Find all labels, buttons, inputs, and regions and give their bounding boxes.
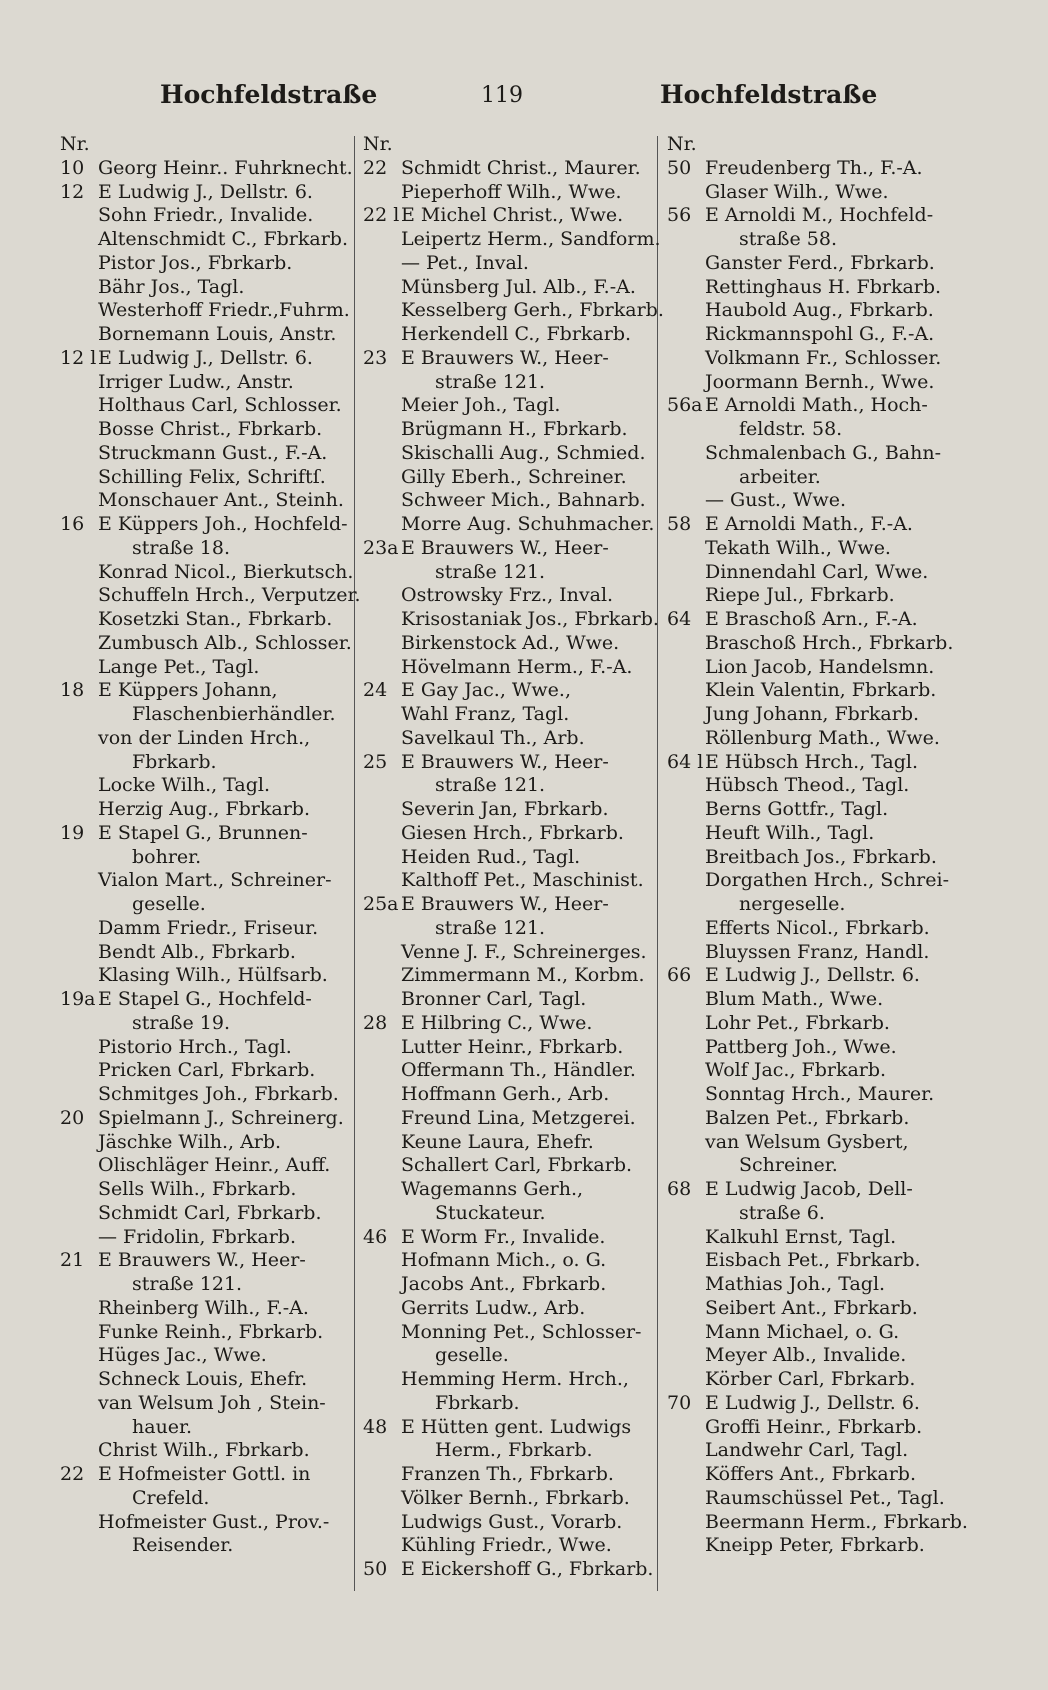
resident-name: Schmidt Carl, Fbrkarb. [98, 1201, 322, 1224]
entry-continuation: Stuckateur. [435, 1201, 546, 1224]
resident-name: Freund Lina, Metzgerei. [401, 1106, 636, 1129]
house-entry [363, 751, 653, 775]
house-number: 68 [667, 1178, 692, 1200]
resident-name: E Stapel G., Brunnen- [98, 821, 308, 844]
house-number: 16 [60, 513, 85, 535]
resident-name: Holthaus Carl, Schlosser. [98, 394, 342, 417]
resident-name: Beermann Herm., Fbrkarb. [705, 1510, 968, 1533]
house-entry [667, 1178, 967, 1202]
resident-name: Damm Friedr., Friseur. [98, 916, 319, 939]
resident-name: E Arnoldi Math., Hoch- [705, 394, 928, 417]
resident-name: Hübsch Theod., Tagl. [705, 774, 910, 797]
resident-name: Rheinberg Wilh., F.-A. [98, 1296, 309, 1319]
resident-name: E Ludwig J., Dellstr. 6. [705, 964, 920, 987]
resident-name: Breitbach Jos., Fbrkarb. [705, 845, 937, 868]
entry-continuation: straße 121. [435, 370, 546, 393]
resident-name: E Ludwig J., Dellstr. 6. [98, 346, 313, 369]
house-entry [363, 679, 653, 703]
resident-name: Savelkaul Th., Arb. [401, 726, 585, 749]
resident-name: Monning Pet., Schlosser- [401, 1320, 642, 1343]
house-number: 22 [363, 156, 388, 179]
house-entry [667, 964, 967, 988]
house-entry [60, 822, 350, 846]
resident-name: Kneipp Peter, Fbrkarb. [705, 1534, 925, 1557]
house-number: 24 [363, 679, 388, 702]
resident-name: E Arnoldi M., Hochfeld- [705, 204, 934, 227]
resident-name: Brügmann H., Fbrkarb. [401, 418, 628, 440]
resident-name: Hemming Herm. Hrch., [401, 1368, 629, 1390]
resident-name: Meyer Alb., Invalide. [705, 1344, 907, 1367]
resident-name: Krisostaniak Jos., Fbrkarb. [401, 608, 659, 630]
resident-name: Tekath Wilh., Wwe. [705, 536, 891, 559]
house-entry [60, 181, 350, 205]
resident-name: Lutter Heinr., Fbrkarb. [401, 1035, 624, 1058]
house-entry [667, 608, 967, 632]
resident-name: Jung Johann, Fbrkarb. [705, 703, 920, 725]
resident-name: Lion Jacob, Handelsmn. [705, 655, 935, 678]
house-number: 25 [363, 750, 388, 773]
resident-name: Herkendell C., Fbrkarb. [401, 323, 632, 345]
house-entry [363, 1012, 653, 1036]
resident-name: Schmitges Joh., Fbrkarb. [98, 1083, 339, 1105]
resident-name: van Welsum Gysbert, [705, 1130, 909, 1153]
resident-name: Berns Gottfr., Tagl. [705, 798, 889, 820]
resident-name: E Brauwers W., Heer- [98, 1249, 306, 1272]
resident-name: Funke Reinh., Fbrkarb. [98, 1320, 324, 1343]
resident-name: Lohr Pet., Fbrkarb. [705, 1011, 890, 1034]
running-head-right: Hochfeldstraße [660, 80, 878, 109]
entry-continuation: arbeiter. [739, 465, 821, 488]
resident-name: Kühling Friedr., Wwe. [401, 1534, 612, 1557]
resident-name: Hofmann Mich., o. G. [401, 1249, 607, 1272]
house-number: 64 [667, 608, 692, 630]
resident-name: Balzen Pet., Fbrkarb. [705, 1106, 910, 1129]
resident-name: — Pet., Inval. [401, 251, 529, 274]
resident-name: Pieperhoff Wilh., Wwe. [401, 180, 622, 203]
column-2 [363, 133, 664, 1582]
resident-name: Kesselberg Gerh., Fbrkarb. [401, 299, 664, 322]
resident-name: Monschauer Ant., Steinh. [98, 489, 344, 512]
resident-name: E Brauwers W., Heer- [401, 750, 609, 773]
resident-name: Birkenstock Ad., Wwe. [401, 631, 620, 654]
column-divider [657, 136, 658, 1591]
entry-continuation: straße 58. [739, 228, 837, 250]
house-number: 20 [60, 1106, 85, 1129]
resident-name: Wagemanns Gerh., [401, 1178, 584, 1200]
resident-name: Seibert Ant., Fbrkarb. [705, 1296, 918, 1319]
house-number: 10 [60, 156, 85, 179]
resident-name: Röllenburg Math., Wwe. [705, 726, 940, 749]
resident-name: Herzig Aug., Fbrkarb. [98, 798, 310, 820]
resident-name: Wahl Franz, Tagl. [401, 703, 570, 725]
house-entry [60, 347, 350, 371]
house-number: 12 [60, 180, 85, 203]
entry-continuation: Fbrkarb. [132, 750, 217, 773]
resident-name: Georg Heinr.. Fuhrknecht. [98, 156, 353, 179]
running-head-left: Hochfeldstraße [160, 80, 378, 109]
entry-continuation: geselle. [435, 1344, 509, 1367]
resident-name: E Ludwig J., Dellstr. 6. [705, 1391, 920, 1414]
resident-name: E Brauwers W., Heer- [401, 346, 609, 369]
resident-name: Pattberg Joh., Wwe. [705, 1035, 897, 1058]
resident-name: E Brauwers W., Heer- [401, 536, 609, 559]
resident-name: Volkmann Fr., Schlosser. [705, 346, 942, 369]
resident-name: Klasing Wilh., Hülfsarb. [98, 964, 328, 987]
house-number: 56 [667, 204, 692, 227]
house-entry [60, 156, 353, 181]
resident-name: Mathias Joh., Tagl. [705, 1273, 886, 1295]
resident-name: Rettinghaus H. Fbrkarb. [705, 275, 942, 298]
house-number: 22 l [363, 204, 400, 227]
resident-name: Kosetzki Stan., Fbrkarb. [98, 608, 333, 630]
resident-name: E Eickershoff G., Fbrkarb. [401, 1558, 654, 1580]
resident-name: Bähr Jos., Tagl. [98, 275, 245, 298]
house-number: 64 l [667, 750, 704, 773]
resident-name: Groffi Heinr., Fbrkarb. [705, 1415, 923, 1438]
house-number: 19 [60, 821, 85, 844]
resident-name: Joormann Bernh., Wwe. [705, 370, 935, 393]
resident-name: Glaser Wilh., Wwe. [705, 180, 889, 203]
resident-name: Zumbusch Alb., Schlosser. [98, 631, 352, 654]
house-entry [363, 537, 653, 561]
resident-name: Mann Michael, o. G. [705, 1320, 900, 1343]
resident-name: Braschoß Hrch., Fbrkarb. [705, 631, 954, 654]
house-number: 50 [667, 156, 692, 179]
resident-name: Blum Math., Wwe. [705, 988, 884, 1010]
resident-name: Morre Aug. Schuhmacher. [401, 513, 655, 535]
resident-name: Ganster Ferd., Fbrkarb. [705, 251, 935, 274]
house-number: 48 [363, 1415, 388, 1438]
house-entry [60, 988, 350, 1012]
resident-name: Pricken Carl, Fbrkarb. [98, 1059, 316, 1082]
house-entry [667, 751, 967, 775]
house-entry [60, 679, 350, 703]
resident-name: Konrad Nicol., Bierkutsch. [98, 560, 354, 583]
column-divider [354, 136, 355, 1591]
resident-name: Jäschke Wilh., Arb. [98, 1130, 282, 1153]
entry-continuation: Crefeld. [132, 1486, 210, 1509]
resident-name: Landwehr Carl, Tagl. [705, 1439, 909, 1462]
house-number: 23a [363, 536, 399, 559]
column-1 [60, 133, 361, 1558]
house-entry [667, 204, 967, 228]
entry-continuation: straße 121. [435, 774, 546, 797]
column-3 [667, 133, 967, 1558]
entry-continuation: nergeselle. [739, 893, 846, 915]
resident-name: Schmalenbach G., Bahn- [705, 441, 942, 464]
resident-name: Keune Laura, Ehefr. [401, 1130, 594, 1153]
resident-name: Bluyssen Franz, Handl. [705, 940, 930, 963]
entry-continuation: feldstr. 58. [739, 418, 843, 440]
resident-name: Haubold Aug., Fbrkarb. [705, 299, 934, 322]
column-heading: Nr. [60, 133, 90, 155]
house-entry [667, 513, 967, 537]
resident-name: Jacobs Ant., Fbrkarb. [401, 1273, 607, 1295]
column-heading: Nr. [363, 133, 393, 155]
resident-name: van Welsum Joh , Stein- [98, 1391, 326, 1414]
resident-name: Hofmeister Gust., Prov.- [98, 1510, 330, 1533]
entry-continuation: hauer. [132, 1415, 193, 1438]
resident-name: Hövelmann Herm., F.-A. [401, 655, 633, 678]
resident-name: Meier Joh., Tagl. [401, 394, 561, 417]
entry-continuation: bohrer. [132, 845, 202, 868]
resident-name: Zimmermann M., Korbm. [401, 964, 645, 987]
entry-continuation: straße 6. [739, 1201, 825, 1224]
resident-name: Heiden Rud., Tagl. [401, 845, 581, 868]
resident-name: — Fridolin, Fbrkarb. [98, 1225, 297, 1248]
resident-name: E Hütten gent. Ludwigs [401, 1415, 632, 1438]
resident-name: Hüges Jac., Wwe. [98, 1344, 267, 1367]
entry-continuation: Flaschenbierhändler. [132, 703, 336, 725]
resident-name: Ostrowsky Frz., Inval. [401, 584, 614, 607]
house-number: 12 l [60, 346, 97, 369]
entry-continuation: Fbrkarb. [435, 1391, 520, 1414]
resident-name: Wolf Jac., Fbrkarb. [705, 1059, 887, 1082]
resident-name: Kalkuhl Ernst, Tagl. [705, 1225, 897, 1248]
resident-name: E Braschoß Arn., F.-A. [705, 608, 918, 630]
house-entry [60, 1463, 350, 1487]
resident-name: Schneck Louis, Ehefr. [98, 1368, 308, 1390]
house-entry [363, 1416, 653, 1440]
resident-name: E Worm Fr., Invalide. [401, 1225, 606, 1248]
entry-continuation: straße 19. [132, 1011, 230, 1034]
resident-name: Völker Bernh., Fbrkarb. [401, 1486, 630, 1509]
resident-name: Heuft Wilh., Tagl. [705, 821, 875, 844]
resident-name: E Hübsch Hrch., Tagl. [705, 750, 918, 773]
house-entry [363, 204, 653, 228]
house-entry [667, 157, 967, 181]
resident-name: E Küppers Johann, [98, 679, 278, 702]
resident-name: E Hofmeister Gottl. in [98, 1463, 311, 1485]
resident-name: Schallert Carl, Fbrkarb. [401, 1154, 633, 1177]
house-entry [60, 513, 350, 537]
house-number: 19a [60, 988, 96, 1010]
house-entry [60, 1107, 350, 1131]
resident-name: Hoffmann Gerh., Arb. [401, 1083, 610, 1105]
entry-continuation: straße 121. [435, 916, 546, 939]
resident-name: Pistorio Hrch., Tagl. [98, 1035, 292, 1058]
resident-name: Schmidt Christ., Maurer. [401, 156, 641, 179]
resident-name: Skischalli Aug., Schmied. [401, 441, 646, 464]
resident-name: Lange Pet., Tagl. [98, 655, 260, 678]
resident-name: Körber Carl, Fbrkarb. [705, 1368, 916, 1390]
resident-name: Gerrits Ludw., Arb. [401, 1296, 586, 1319]
entry-continuation: Herm., Fbrkarb. [435, 1439, 593, 1462]
house-number: 21 [60, 1249, 85, 1272]
house-number: 66 [667, 964, 692, 987]
house-number: 70 [667, 1391, 692, 1414]
resident-name: Münsberg Jul. Alb., F.-A. [401, 275, 636, 298]
resident-name: Severin Jan, Fbrkarb. [401, 798, 609, 820]
resident-name: Bosse Christ., Fbrkarb. [98, 418, 323, 440]
resident-name: Olischläger Heinr., Auff. [98, 1154, 331, 1177]
entry-continuation: straße 121. [132, 1273, 243, 1295]
house-number: 28 [363, 1011, 388, 1034]
resident-name: Riepe Jul., Fbrkarb. [705, 584, 895, 607]
house-entry [363, 347, 653, 371]
resident-name: Sells Wilh., Fbrkarb. [98, 1178, 297, 1200]
resident-name: E Gay Jac., Wwe., [401, 679, 572, 702]
resident-name: E Hilbring C., Wwe. [401, 1011, 593, 1034]
house-number: 18 [60, 679, 85, 702]
entry-continuation: Reisender. [132, 1534, 234, 1557]
house-entry [363, 893, 653, 917]
resident-name: Westerhoff Friedr.,Fuhrm. [98, 299, 350, 322]
resident-name: Franzen Th., Fbrkarb. [401, 1463, 614, 1485]
house-number: 22 [60, 1463, 85, 1485]
page-header [0, 80, 1048, 120]
resident-name: Dinnendahl Carl, Wwe. [705, 560, 929, 583]
resident-name: Altenschmidt C., Fbrkarb. [98, 228, 349, 250]
house-number: 25a [363, 893, 399, 915]
house-number: 46 [363, 1225, 388, 1248]
resident-name: Freudenberg Th., F.-A. [705, 156, 923, 179]
resident-name: Irriger Ludw., Anstr. [98, 370, 294, 393]
resident-name: Giesen Hrch., Fbrkarb. [401, 821, 624, 844]
resident-name: Schilling Felix, Schriftſ. [98, 465, 326, 488]
resident-name: Struckmann Gust., F.-A. [98, 441, 328, 464]
entry-continuation: straße 18. [132, 536, 230, 559]
resident-name: E Arnoldi Math., F.-A. [705, 513, 913, 535]
resident-name: Bronner Carl, Tagl. [401, 988, 587, 1010]
house-entry [363, 157, 653, 181]
house-entry [667, 394, 967, 418]
resident-name: Vialon Mart., Schreiner- [98, 869, 332, 892]
entry-continuation: Schreiner. [739, 1154, 838, 1177]
resident-name: Raumschüssel Pet., Tagl. [705, 1486, 945, 1509]
resident-name: E Stapel G., Hochfeld- [98, 988, 312, 1010]
resident-name: — Gust., Wwe. [705, 489, 847, 512]
resident-name: Sohn Friedr., Invalide. [98, 204, 314, 227]
resident-name: von der Linden Hrch., [98, 726, 311, 749]
resident-name: E Michel Christ., Wwe. [401, 204, 624, 227]
house-number: 50 [363, 1558, 388, 1580]
resident-name: Bendt Alb., Fbrkarb. [98, 940, 296, 963]
resident-name: Christ Wilh., Fbrkarb. [98, 1439, 310, 1462]
resident-name: Schuffeln Hrch., Verputzer. [98, 584, 361, 607]
resident-name: Gilly Eberh., Schreiner. [401, 465, 627, 488]
entry-continuation: geselle. [132, 893, 206, 915]
house-entry [363, 1558, 653, 1582]
resident-name: Kalthoff Pet., Maschinist. [401, 869, 644, 892]
resident-name: E Ludwig Jacob, Dell- [705, 1178, 913, 1200]
resident-name: E Ludwig J., Dellstr. 6. [98, 180, 313, 203]
resident-name: Schweer Mich., Bahnarb. [401, 489, 646, 512]
resident-name: Spielmann J., Schreinerg. [98, 1106, 344, 1129]
house-entry [363, 1226, 653, 1250]
page-number: 119 [481, 83, 523, 108]
entry-continuation: straße 121. [435, 560, 546, 583]
resident-name: Efferts Nicol., Fbrkarb. [705, 916, 930, 939]
resident-name: Köffers Ant., Fbrkarb. [705, 1463, 917, 1485]
house-number: 56a [667, 394, 703, 417]
house-number: 58 [667, 513, 692, 535]
resident-name: Rickmannspohl G., F.-A. [705, 323, 935, 345]
resident-name: Ludwigs Gust., Vorarb. [401, 1510, 623, 1533]
house-number: 23 [363, 346, 388, 369]
house-entry [60, 1249, 350, 1273]
resident-name: Pistor Jos., Fbrkarb. [98, 251, 293, 274]
resident-name: Sonntag Hrch., Maurer. [705, 1083, 935, 1105]
resident-name: Dorgathen Hrch., Schrei- [705, 869, 950, 892]
column-heading: Nr. [667, 133, 697, 155]
resident-name: Offermann Th., Händler. [401, 1059, 636, 1082]
resident-name: E Brauwers W., Heer- [401, 893, 609, 915]
resident-name: E Küppers Joh., Hochfeld- [98, 513, 348, 535]
resident-name: Bornemann Louis, Anstr. [98, 323, 337, 345]
resident-name: Klein Valentin, Fbrkarb. [705, 679, 937, 702]
resident-name: Leipertz Herm., Sandform. [401, 228, 661, 250]
resident-name: Locke Wilh., Tagl. [98, 774, 271, 797]
house-entry [667, 1392, 967, 1416]
resident-name: Venne J. F., Schreinerges. [401, 940, 647, 963]
resident-name: Eisbach Pet., Fbrkarb. [705, 1249, 921, 1272]
